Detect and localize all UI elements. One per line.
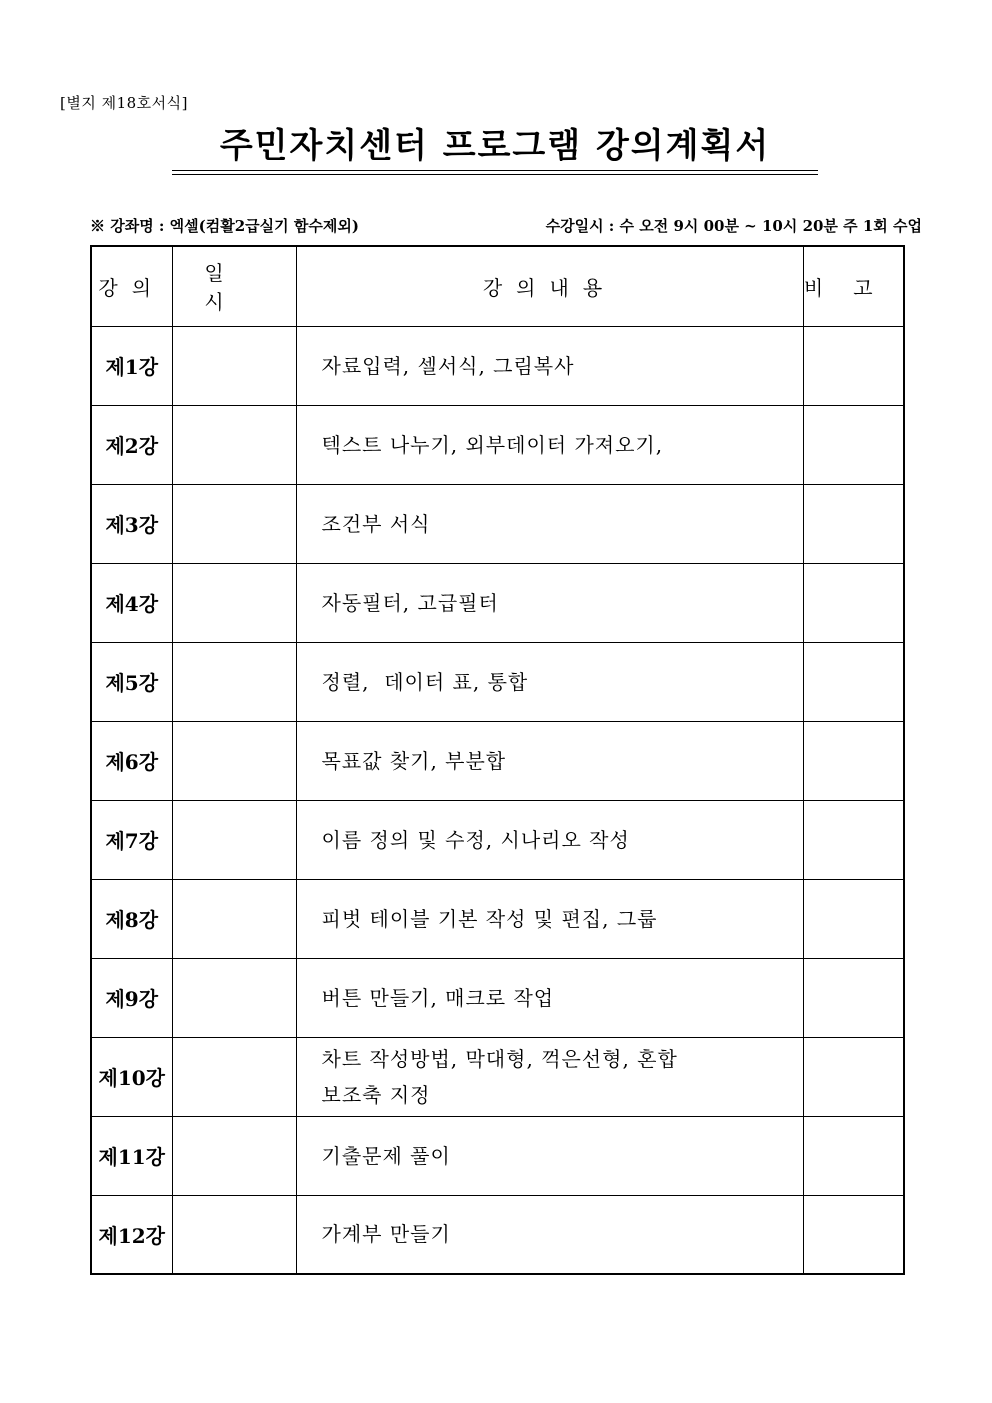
lecture-date <box>172 484 296 563</box>
lecture-number: 제7강 <box>91 800 172 879</box>
lecture-date <box>172 642 296 721</box>
lecture-number: 제1강 <box>91 326 172 405</box>
lecture-date <box>172 326 296 405</box>
lecture-number: 제12강 <box>91 1195 172 1274</box>
table-row <box>91 1195 904 1274</box>
lecture-date <box>172 1195 296 1274</box>
lecture-content <box>296 1037 803 1116</box>
lecture-plan-table <box>90 245 905 1275</box>
lecture-note <box>803 1195 904 1274</box>
table-row <box>91 1116 904 1195</box>
lecture-note <box>803 800 904 879</box>
lecture-content: 피벗 테이블 기본 작성 및 편집, 그룹 <box>296 879 803 958</box>
table-row <box>91 563 904 642</box>
header-date: 일 시 <box>172 246 296 326</box>
lecture-date <box>172 721 296 800</box>
lecture-content-line: 보조축 지정 <box>321 1082 431 1107</box>
lecture-content: 조건부 서식 <box>296 484 803 563</box>
lecture-content: 목표값 찾기, 부분합 <box>296 721 803 800</box>
lecture-note <box>803 563 904 642</box>
header-note: 비고 <box>803 246 904 326</box>
lecture-number: 제5강 <box>91 642 172 721</box>
table-row <box>91 721 904 800</box>
lecture-note <box>803 879 904 958</box>
lecture-content: 이름 정의 및 수정, 시나리오 작성 <box>296 800 803 879</box>
lecture-content: 버튼 만들기, 매크로 작업 <box>296 958 803 1037</box>
table-row <box>91 326 904 405</box>
table-row <box>91 484 904 563</box>
lecture-number: 제6강 <box>91 721 172 800</box>
table-header-row <box>91 246 904 326</box>
lecture-note <box>803 484 904 563</box>
lecture-number: 제10강 <box>91 1037 172 1116</box>
table-row <box>91 958 904 1037</box>
table-row <box>91 879 904 958</box>
course-schedule: 수강일시 : 수 오전 9시 00분 ~ 10시 20분 주 1회 수업 <box>545 217 922 235</box>
lecture-content-line: 차트 작성방법, 막대형, 꺽은선형, 혼합 <box>321 1046 678 1071</box>
table-row <box>91 800 904 879</box>
lecture-date <box>172 405 296 484</box>
lecture-number: 제11강 <box>91 1116 172 1195</box>
lecture-date <box>172 958 296 1037</box>
lecture-date <box>172 563 296 642</box>
form-number: [별지 제18호서식] <box>60 94 188 112</box>
lecture-date <box>172 1116 296 1195</box>
lecture-number: 제9강 <box>91 958 172 1037</box>
table-row <box>91 405 904 484</box>
lecture-content: 정렬, 데이터 표, 통합 <box>296 642 803 721</box>
lecture-date <box>172 879 296 958</box>
lecture-number: 제2강 <box>91 405 172 484</box>
lecture-note <box>803 642 904 721</box>
table-row <box>91 642 904 721</box>
lecture-content: 자동필터, 고급필터 <box>296 563 803 642</box>
lecture-note <box>803 405 904 484</box>
lecture-date <box>172 1037 296 1116</box>
header-content: 강의내용 <box>296 246 803 326</box>
title-underline <box>172 170 818 175</box>
lecture-number: 제4강 <box>91 563 172 642</box>
lecture-note <box>803 326 904 405</box>
lecture-note <box>803 1037 904 1116</box>
lecture-note <box>803 1116 904 1195</box>
lecture-number: 제3강 <box>91 484 172 563</box>
header-lecture: 강의 <box>91 246 172 326</box>
page-title: 주민자치센터 프로그램 강의계획서 <box>219 126 771 166</box>
lecture-content: 가계부 만들기 <box>296 1195 803 1274</box>
lecture-number: 제8강 <box>91 879 172 958</box>
table-row <box>91 1037 904 1116</box>
lecture-note <box>803 958 904 1037</box>
lecture-content: 기출문제 풀이 <box>296 1116 803 1195</box>
lecture-date <box>172 800 296 879</box>
lecture-content: 자료입력, 셀서식, 그림복사 <box>296 326 803 405</box>
lecture-note <box>803 721 904 800</box>
lecture-content: 텍스트 나누기, 외부데이터 가져오기, <box>296 405 803 484</box>
course-name: ※ 강좌명 : 엑셀(컴활2급실기 함수제외) <box>90 217 359 235</box>
